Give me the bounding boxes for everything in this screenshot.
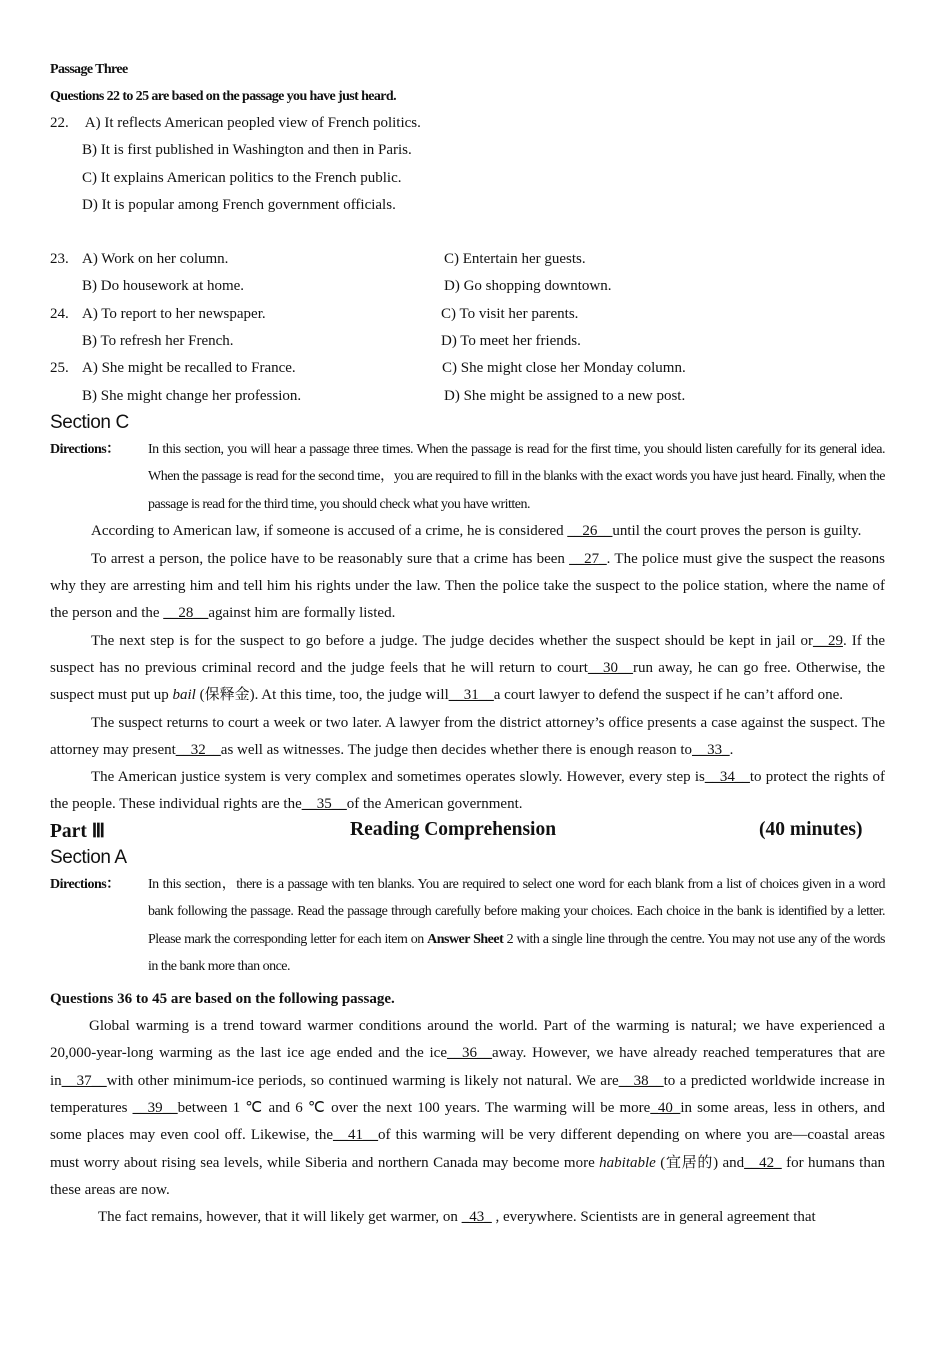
option-c: C) To visit her parents. xyxy=(441,305,579,322)
section-c-heading: Section C xyxy=(50,411,129,433)
section-c-paragraph-4: The suspect returns to court a week or two later. A lawyer from the district attorney’s office presents a case against the suspect. The attorney may present__32__as well as witnesses. The judge then decides whether there is enough reason to__33_. xyxy=(50,714,885,758)
blank-35: __35__ xyxy=(301,796,347,813)
question-number: 22. xyxy=(50,115,69,131)
bail-term: bail xyxy=(172,687,196,704)
option-a: A) It reflects American peopled view of French politics. xyxy=(84,115,421,131)
question-25 xyxy=(50,355,885,410)
question-number: 23. xyxy=(50,251,69,268)
blank-33: __33_ xyxy=(692,741,730,758)
blank-31: __31__ xyxy=(448,687,494,704)
section-a-heading: Section A xyxy=(50,846,127,868)
directions-label: Directions： xyxy=(50,876,120,892)
option-d: D) It is popular among French government officials. xyxy=(82,196,396,213)
question-number: 24. xyxy=(50,305,69,322)
option-b: B) Do housework at home. xyxy=(82,278,245,295)
answer-sheet-label: Answer Sheet xyxy=(427,931,504,947)
directions-text: In this section，there is a passage with ten blanks. You are required to select one word for each blank from a list of choices given in a word bank following the passage. Read the passage through carefully before making your choices. Each choice in the bank is identified by a letter. Please mark the corresponding letter for each item on Answer Sheet 2 with a single line through the centre. You may not use any of the words in the bank more than once. xyxy=(148,876,885,975)
blank-37: __37__ xyxy=(61,1072,107,1089)
blank-30: __30__ xyxy=(587,659,633,676)
section-c-paragraph-5: The American justice system is very complex and sometimes operates slowly. However, every step is__34__to protect the rights of the people. These individual rights are the__35__of the American government. xyxy=(50,769,885,813)
question-number: 25. xyxy=(50,360,69,377)
section-c-paragraph-2: To arrest a person, the police have to be reasonably sure that a crime has been __27_. The police must give the suspect the reasons why they are arresting him and tell him his rights under the law. Then the police take the suspect to the police station, where the name of the person and the __28__against him are formally listed. xyxy=(50,550,885,622)
blank-32: __32__ xyxy=(175,741,221,758)
section-c-paragraph-1: According to American law, if someone is accused of a crime, he is considered __26__until the court proves the person is guilty. xyxy=(91,523,862,540)
blank-36: __36__ xyxy=(447,1045,492,1062)
section-c-paragraph-3: The next step is for the suspect to go before a judge. The judge decides whether the suspect should be kept in jail or__29. If the suspect has no previous criminal record and the judge feels that he will return to court__30__run away, he can go free. Otherwise, the suspect must put up bail (保释金). At this time, too, the judge will__31__a court lawyer to defend the suspect if he can’t afford one. xyxy=(50,632,886,704)
habitable-term: habitable xyxy=(599,1154,656,1171)
directions-text: In this section, you will hear a passage three times. When the passage is read for the first time, you should listen carefully for its general idea. When the passage is read for the second time，you are required to fill in the blanks with the exact words you have just heard. Finally, when the passage is read for the third time, you should check what you have written. xyxy=(148,441,885,512)
question-24 xyxy=(50,301,885,356)
section-a-paragraph-1: Global warming is a trend toward warmer conditions around the world. Part of the warming is natural; we have experienced a 20,000-year-long warming as the last ice age ended and the ice__36__away. However, we have already reached temperatures that are in__37__with other minimum-ice periods, so continued warming is likely not natural. We are__38__to a predicted worldwide increase in temperatures __39__between 1 ℃ and 6 ℃ over the next 100 years. The warming will be more_40_in some areas, less in others, and some places may even cool off. Likewise, the__41__of this warming will be very different depending on where you are—coastal areas must worry about rising sea levels, while Siberia and northern Canada may become more habitable (宜居的) and__42_ for humans than these areas are now. xyxy=(50,1018,885,1198)
blank-41: __41__ xyxy=(333,1127,379,1144)
part-label: Part Ⅲ xyxy=(50,820,106,842)
document-page xyxy=(50,56,885,1231)
blank-29: __29 xyxy=(812,632,843,649)
part-time: (40 minutes) xyxy=(759,818,863,840)
option-c: C) She might close her Monday column. xyxy=(442,360,686,377)
blank-39: __39__ xyxy=(132,1099,178,1116)
section-c-directions xyxy=(50,436,885,519)
option-a: A) Work on her column. xyxy=(82,251,229,268)
blank-26: __26__ xyxy=(567,523,613,540)
blank-40: _40_ xyxy=(650,1099,681,1116)
part-title: Reading Comprehension xyxy=(350,818,557,840)
option-d: D) Go shopping downtown. xyxy=(444,278,612,295)
passage-three-intro: Questions 22 to 25 are based on the passage you have just heard. xyxy=(50,89,396,104)
section-a-paragraph-2: The fact remains, however, that it will likely get warmer, on _43_ , everywhere. Scientists are in general agreement that xyxy=(98,1209,816,1226)
blank-42: __42_ xyxy=(744,1154,782,1171)
blank-43: _43_ xyxy=(461,1209,492,1226)
option-b: B) She might change her profession. xyxy=(82,387,302,404)
directions-label: Directions： xyxy=(50,441,120,457)
option-a: A) She might be recalled to France. xyxy=(82,360,296,377)
option-d: D) She might be assigned to a new post. xyxy=(444,387,686,404)
section-a-directions xyxy=(50,871,885,981)
option-c: C) It explains American politics to the French public. xyxy=(82,169,402,186)
option-b: B) To refresh her French. xyxy=(82,333,234,350)
option-c: C) Entertain her guests. xyxy=(444,251,586,268)
question-23 xyxy=(50,246,885,301)
blank-34: __34__ xyxy=(704,769,750,786)
option-b: B) It is first published in Washington and then in Paris. xyxy=(82,142,412,159)
option-d: D) To meet her friends. xyxy=(441,333,581,350)
blank-27: __27_ xyxy=(569,550,607,567)
section-a-intro: Questions 36 to 45 are based on the following passage. xyxy=(50,990,395,1007)
question-22 xyxy=(50,110,885,219)
option-a: A) To report to her newspaper. xyxy=(82,305,266,322)
blank-28: __28__ xyxy=(163,605,209,622)
part-three-heading xyxy=(50,819,885,845)
blank-38: __38__ xyxy=(618,1072,664,1089)
passage-three-title: Passage Three xyxy=(50,62,128,77)
